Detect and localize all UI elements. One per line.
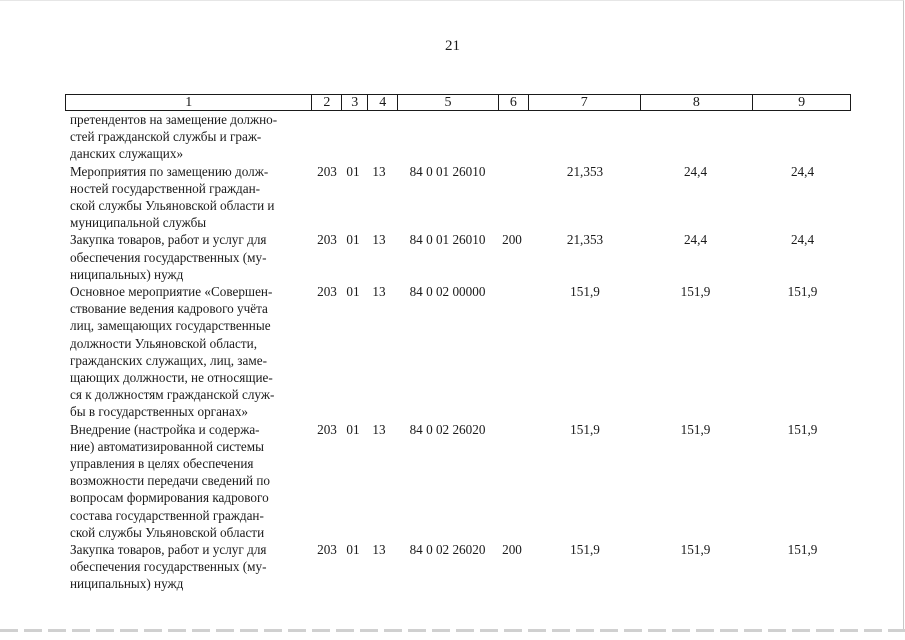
row-description (65, 111, 308, 163)
table-body (65, 111, 851, 593)
code-expense-type: 200 (502, 542, 522, 558)
row-description (65, 541, 308, 593)
amount-year-1: 151,9 (570, 542, 600, 558)
amount-year-3: 151,9 (787, 284, 818, 300)
description-line: ствование ведения кадрового учёта (70, 301, 268, 317)
code-ministry (308, 111, 338, 163)
header-col-7: 7 (529, 95, 641, 110)
description-line: ностей государственной граждан- (70, 180, 261, 196)
amount-year-3: 24,4 (790, 163, 815, 179)
row-description (65, 231, 308, 283)
table-row (65, 111, 851, 163)
amount-year-2: 24,4 (683, 232, 708, 248)
code-section (338, 111, 364, 163)
table-row (65, 283, 851, 421)
code-target-article (394, 111, 499, 163)
code-target-article: 84 0 01 26010 (409, 232, 486, 248)
amount-year-2: 151,9 (680, 284, 711, 300)
table-row (65, 231, 851, 283)
amount-year-2: 24,4 (683, 163, 708, 179)
description-line: ниципальных) нужд (70, 266, 184, 282)
description-line: Закупка товаров, работ и услуг для (70, 542, 267, 558)
header-col-4: 4 (368, 95, 398, 110)
description-line: Закупка товаров, работ и услуг для (70, 232, 267, 248)
description-line: стей гражданской службы и граж- (70, 129, 262, 145)
description-line: ской службы Ульяновской области и (70, 198, 275, 214)
description-line: возможности передачи сведений по (70, 473, 270, 489)
code-section: 01 (346, 284, 360, 300)
table-header (65, 94, 851, 111)
code-ministry: 203 (317, 232, 337, 248)
description-line: претендентов на замещение должно- (70, 112, 278, 127)
description-line: управления в целях обеспечения (70, 456, 254, 472)
table-row (65, 163, 851, 232)
row-description (65, 163, 308, 232)
amount-year-3: 151,9 (787, 542, 818, 558)
description-line: обеспечения государственных (му- (70, 559, 267, 575)
description-line: ние) автоматизированной системы (70, 438, 264, 454)
description-line: Мероприятия по замещению долж- (70, 163, 269, 179)
amount-year-1 (525, 111, 637, 163)
code-subsection: 13 (372, 421, 386, 437)
code-section: 01 (346, 421, 360, 437)
code-subsection: 13 (372, 542, 386, 558)
description-line: вопросам формирования кадрового (70, 490, 269, 506)
code-expense-type (499, 421, 525, 541)
code-target-article: 84 0 01 26010 (409, 163, 486, 179)
code-ministry: 203 (317, 421, 337, 437)
description-line: муниципальной службы (70, 215, 207, 231)
code-section: 01 (346, 542, 360, 558)
header-col-9: 9 (798, 95, 806, 110)
code-section: 01 (346, 163, 360, 179)
header-col-2: 2 (312, 95, 342, 110)
code-expense-type: 200 (502, 232, 522, 248)
description-line: данских служащих» (70, 146, 184, 162)
description-line: гражданских служащих, лиц, заме- (70, 352, 267, 368)
page-number: 21 (445, 38, 460, 54)
table-row (65, 541, 851, 593)
code-target-article: 84 0 02 26020 (409, 421, 486, 437)
code-subsection: 13 (372, 163, 386, 179)
header-col-6: 6 (499, 95, 529, 110)
description-line: Основное мероприятие «Совершен- (70, 284, 273, 300)
code-expense-type (499, 283, 525, 421)
code-expense-type (499, 111, 525, 163)
header-col-3: 3 (342, 95, 368, 110)
code-ministry: 203 (317, 284, 337, 300)
description-line: лиц, замещающих государственные (70, 318, 271, 334)
amount-year-3: 24,4 (790, 232, 815, 248)
header-col-5: 5 (398, 95, 499, 110)
row-description (65, 421, 308, 541)
description-line: состава государственной граждан- (70, 507, 264, 523)
description-line: ниципальных) нужд (70, 576, 184, 592)
code-subsection (364, 111, 394, 163)
code-target-article: 84 0 02 26020 (409, 542, 486, 558)
amount-year-3 (750, 111, 847, 163)
code-ministry: 203 (317, 542, 337, 558)
description-line: щающих должности, не относящие- (70, 370, 273, 386)
amount-year-1: 21,353 (566, 163, 604, 179)
amount-year-2: 151,9 (680, 542, 711, 558)
code-subsection: 13 (372, 284, 386, 300)
table-row (65, 421, 851, 541)
code-target-article: 84 0 02 00000 (409, 284, 486, 300)
description-line: бы в государственных органах» (70, 404, 249, 420)
code-ministry: 203 (317, 163, 337, 179)
description-line: ся к должностям гражданской служ- (70, 387, 275, 403)
description-line: Внедрение (настройка и содержа- (70, 421, 260, 437)
code-subsection: 13 (372, 232, 386, 248)
code-expense-type (499, 163, 525, 232)
amount-year-2 (637, 111, 750, 163)
amount-year-2: 151,9 (680, 421, 711, 437)
amount-year-1: 151,9 (570, 284, 600, 300)
code-section: 01 (346, 232, 360, 248)
description-line: обеспечения государственных (му- (70, 249, 267, 265)
description-line: ской службы Ульяновской области (70, 524, 265, 540)
amount-year-3: 151,9 (787, 421, 818, 437)
description-line: должности Ульяновской области, (70, 335, 257, 351)
amount-year-1: 151,9 (570, 421, 600, 437)
row-description (65, 283, 308, 421)
header-col-1: 1 (66, 95, 312, 110)
amount-year-1: 21,353 (566, 232, 604, 248)
scan-edge-line (0, 629, 905, 632)
header-col-8: 8 (641, 95, 754, 110)
